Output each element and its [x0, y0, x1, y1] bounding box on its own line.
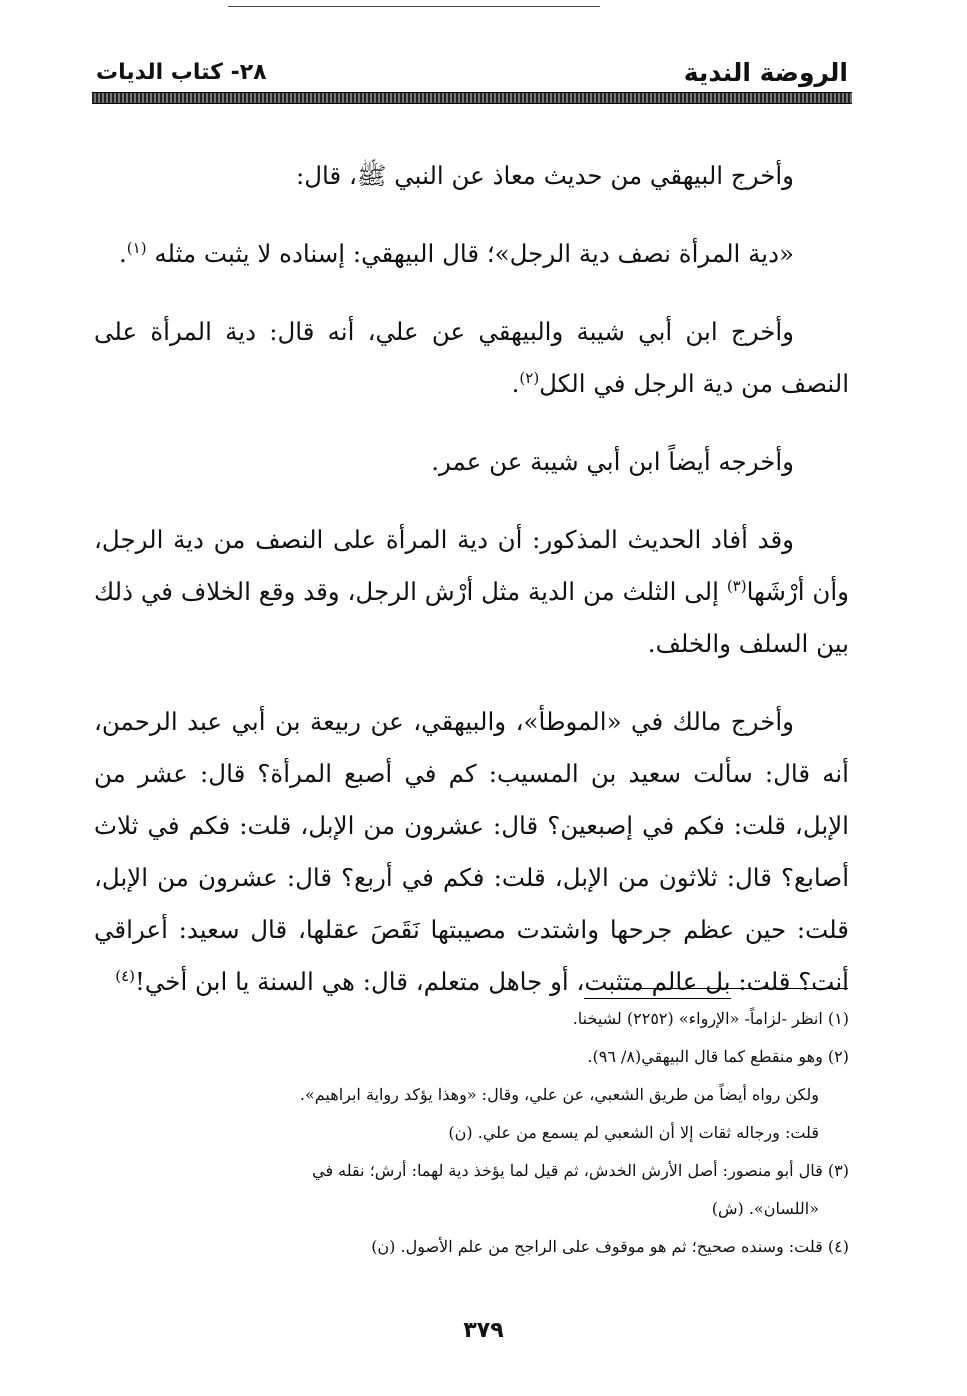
footnote-ref-2: (٢): [519, 368, 540, 387]
paragraph-3: وأخرج ابن أبي شيبة والبيهقي عن علي، أنه قال: دية المرأة على النصف من دية الرجل في الكل$^{(٢)}$.: [94, 317, 849, 398]
footnote-2: (٢) وهو منقطع كما قال البيهقي(٨/ ٩٦).: [587, 1047, 849, 1066]
footnote-2-note: قلت: ورجاله ثقات إلا أن الشعبي لم يسمع من علي. (ن): [448, 1123, 819, 1142]
chapter-title: ٢٨- كتاب الديات: [96, 60, 267, 85]
footnote-3: (٣) قال أبو منصور: أصل الأرش الخدش، ثم قيل لما يؤخذ دية لهما: أرش؛ نقله في: [312, 1161, 849, 1180]
paragraph-1: وأخرج البيهقي من حديث معاذ عن النبي ﷺ، قال:: [295, 161, 794, 190]
footnote-1: (١) انظر -لزاماً- «الإرواء» (٢٢٥٢) لشيخنا.: [572, 1009, 849, 1028]
paragraph-4: وأخرجه أيضاً ابن أبي شيبة عن عمر.: [431, 447, 794, 476]
footnote-ref-3: (٣): [726, 576, 747, 595]
footnotes: [99, 1000, 849, 1266]
footnote-3-continued: «اللسان». (ش): [711, 1199, 819, 1218]
footnote-divider: [608, 988, 848, 989]
footnote-ref-4: (٤): [115, 966, 136, 985]
footnote-4: (٤) قلت: وسنده صحيح؛ ثم هو موقوف على الراجح من علم الأصول. (ن): [371, 1237, 849, 1256]
footnote-ref-1: (١): [126, 238, 147, 257]
paragraph-6: وأخرج مالك في «الموطأ»، والبيهقي، عن ربيعة بن أبي عبد الرحمن، أنه قال: سألت سعيد بن المسيب: كم في أصبع المرأة؟ قال: عشر من الإبل، قلت: فكم في إصبعين؟ قال: عشرون من الإبل، قلت: فكم في ثلاث أصابع؟ قال: ثلاثون من الإبل، قلت: فكم في أربع؟ قال: عشرون من الإبل، قلت: حين عظم جرحها واشتدت مصيبتها نَقَصَ عقلها، قال سعيد: أعراقي أنت؟ قلت: بل عالم متثبت، أو جاهل متعلم، قال: هي السنة يا ابن أخي!$^{(٤)}$: [94, 696, 849, 1008]
footnote-2-continued: ولكن رواه أيضاً من طريق الشعبي، عن علي، وقال: «وهذا يؤكد رواية ابراهيم».: [299, 1085, 819, 1104]
main-text: [94, 150, 849, 1034]
page-number: ٣٧٩: [463, 1318, 504, 1343]
book-title: الروضة الندية: [683, 58, 848, 87]
paragraph-5: وقد أفاد الحديث المذكور: أن دية المرأة على النصف من دية الرجل، وأن أرْشَها$^{(٣)}$ إلى الثلث من الدية مثل أرْش الرجل، وقد وقع الخلاف في ذلك بين السلف والخلف.: [94, 525, 849, 658]
paragraph-2: «دية المرأة نصف دية الرجل»؛ قال البيهقي: إسناده لا يثبت مثله $^{(١)}$.: [119, 238, 794, 268]
top-rule: [228, 6, 600, 7]
header-divider: [92, 92, 852, 104]
underlined-phrase: بل عالم متثبت: [584, 967, 730, 999]
